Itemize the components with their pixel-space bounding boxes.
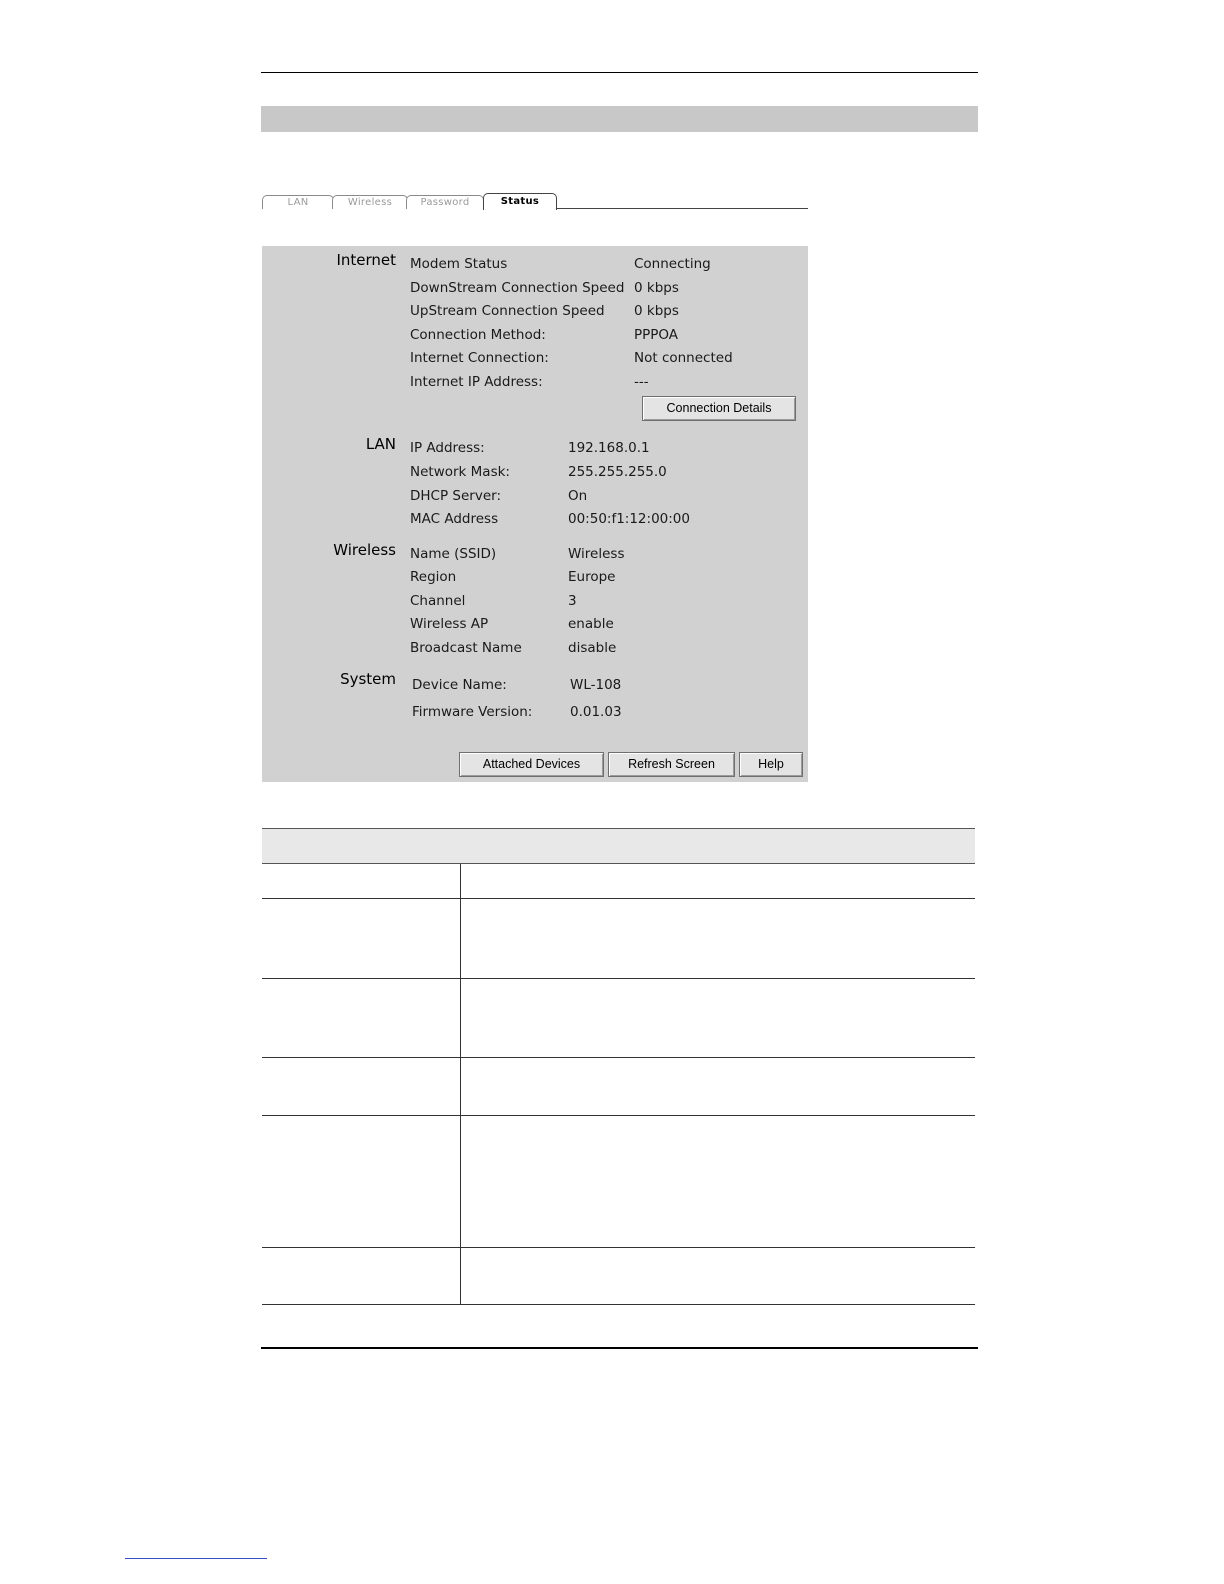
footer-rule [261,1347,978,1349]
region-label: Region [410,569,457,585]
dhcp-server-label: DHCP Server: [410,488,501,504]
tab-status[interactable]: Status [483,193,557,210]
table-header [262,828,975,864]
ssid-value: Wireless [568,546,625,562]
ssid-label: Name (SSID) [410,546,497,562]
channel-value: 3 [568,593,577,609]
internet-section-title: Internet [336,251,396,269]
modem-status-value: Connecting [634,256,711,272]
help-button[interactable]: Help [739,752,803,777]
network-mask-value: 255.255.255.0 [568,464,667,480]
tab-wireless[interactable]: Wireless [332,195,408,209]
network-mask-label: Network Mask: [410,464,510,480]
firmware-version-value: 0.01.03 [570,704,622,720]
internet-ip-value: --- [634,374,649,390]
attached-devices-button[interactable]: Attached Devices [459,752,604,777]
wireless-section-title: Wireless [333,541,396,559]
refresh-screen-button[interactable]: Refresh Screen [608,752,735,777]
device-name-value: WL-108 [570,677,622,693]
table-row-divider [262,1115,975,1116]
downstream-speed-value: 0 kbps [634,280,679,296]
mac-address-value: 00:50:f1:12:00:00 [568,511,690,527]
status-panel [262,246,808,782]
table-row-divider [262,1247,975,1248]
region-value: Europe [568,569,616,585]
broadcast-name-label: Broadcast Name [410,640,522,656]
header-rule [261,72,978,73]
connection-details-button[interactable]: Connection Details [642,396,796,421]
lan-ip-value: 192.168.0.1 [568,440,650,456]
downstream-speed-label: DownStream Connection Speed [410,280,625,296]
internet-connection-value: Not connected [634,350,733,366]
lan-ip-label: IP Address: [410,440,485,456]
footnote-link-line [125,1558,267,1559]
firmware-version-label: Firmware Version: [412,704,533,720]
tab-lan[interactable]: LAN [262,195,334,209]
section-heading-band [261,106,978,132]
upstream-speed-label: UpStream Connection Speed [410,303,605,319]
mac-address-label: MAC Address [410,511,499,527]
internet-connection-label: Internet Connection: [410,350,549,366]
wireless-ap-value: enable [568,616,614,632]
table-row-divider [262,1304,975,1305]
device-name-label: Device Name: [412,677,507,693]
upstream-speed-value: 0 kbps [634,303,679,319]
broadcast-name-value: disable [568,640,617,656]
table-row-divider [262,898,975,899]
modem-status-label: Modem Status [410,256,508,272]
tab-password[interactable]: Password [406,195,484,209]
channel-label: Channel [410,593,466,609]
table-row-divider [262,1057,975,1058]
wireless-ap-label: Wireless AP [410,616,489,632]
dhcp-server-value: On [568,488,588,504]
table-row-divider [262,978,975,979]
internet-ip-label: Internet IP Address: [410,374,543,390]
connection-method-value: PPPOA [634,327,679,343]
connection-method-label: Connection Method: [410,327,546,343]
table-column-divider [460,864,461,1305]
lan-section-title: LAN [365,435,396,453]
tab-bar [262,193,808,210]
system-section-title: System [340,670,396,688]
